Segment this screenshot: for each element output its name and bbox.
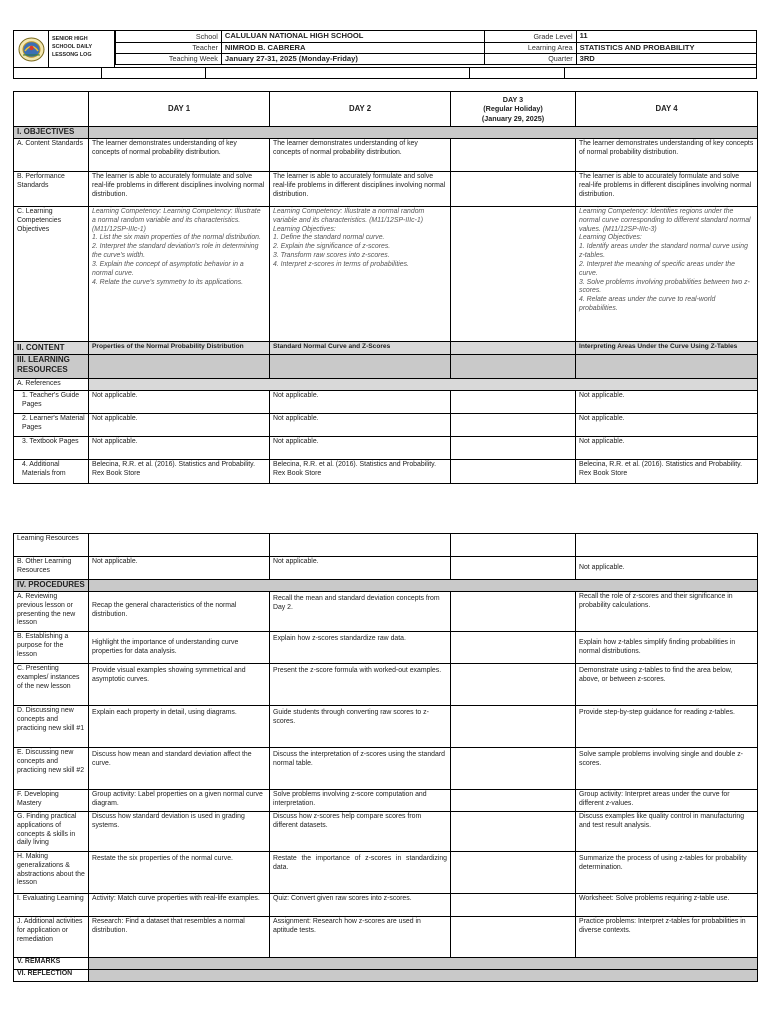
area-value: STATISTICS AND PROBABILITY: [576, 42, 757, 53]
dll-title: [49, 31, 115, 68]
content-d2: Standard Normal Curve and Z-Scores: [270, 342, 451, 355]
procedure-d1: Activity: Match curve properties with real-life examples.: [89, 894, 270, 917]
blank-cell: [89, 534, 270, 557]
performance-standards-d1: The learner is able to accurately formulate and solve real-life problems in different disciplines involving normal distribution.: [89, 172, 270, 207]
grade-value: 11: [576, 31, 757, 42]
content-standards-d2: The learner demonstrates understanding of key concepts of normal probability distribution.: [270, 139, 451, 172]
competencies-d4: [576, 207, 758, 342]
day3-header: [451, 92, 576, 127]
grade-label: Grade Level: [484, 31, 576, 42]
blank-cell: [102, 68, 206, 78]
content-standards-label: A. Content Standards: [14, 139, 89, 172]
competency-line: Learning Competency: Learning Competency: Illustrate a normal random variable and its characteristics. (M11/12SP-IIIc-1): [92, 208, 261, 233]
week-label: Teaching Week: [116, 53, 222, 64]
procedure-d2: Discuss how z-scores help compare scores from different datasets.: [270, 812, 451, 852]
procedure-d3: [451, 812, 576, 852]
content-d3: [451, 342, 576, 355]
other-resources-d2: Not applicable.: [270, 557, 451, 580]
procedure-label: C. Presenting examples/ instances of the new lesson: [14, 664, 89, 706]
references-shade: [89, 379, 758, 391]
teachers-guide-d3: [451, 391, 576, 414]
content-d4: Interpreting Areas Under the Curve Using Z-Tables: [576, 342, 758, 355]
competencies-d1: [89, 207, 270, 342]
procedure-d4: Group activity: Interpret areas under the curve for different z-values.: [576, 790, 758, 812]
procedure-d2: Explain how z-scores standardize raw data.: [270, 632, 451, 664]
procedure-label: I. Evaluating Learning: [14, 894, 89, 917]
learners-material-d3: [451, 414, 576, 437]
school-logo: [14, 31, 49, 68]
additional-materials-d1: Belecina, R.R. et al. (2016). Statistics and Probability. Rex Book Store: [89, 460, 270, 484]
learners-material-d2: Not applicable.: [270, 414, 451, 437]
blank-cell: [470, 68, 565, 78]
procedure-d2: Discuss the interpretation of z-scores using the standard normal table.: [270, 748, 451, 790]
procedure-d2: Recall the mean and standard deviation concepts from Day 2.: [270, 592, 451, 632]
procedure-d4: Demonstrate using z-tables to find the area below, above, or between z-scores.: [576, 664, 758, 706]
textbook-d3: [451, 437, 576, 460]
competency-line: 3. Explain the concept of asymptotic behavior in a normal curve.: [92, 260, 244, 277]
procedure-d2: Guide students through converting raw scores to z-scores.: [270, 706, 451, 748]
dll-title-line: SCHOOL DAILY: [52, 43, 93, 50]
additional-materials-d3: [451, 460, 576, 484]
teacher-label: Teacher: [116, 42, 222, 53]
competencies-label: C. Learning Competencies Objectives: [14, 207, 89, 342]
teachers-guide-label: 1. Teacher's Guide Pages: [14, 391, 89, 414]
blank-cell: [576, 534, 758, 557]
procedure-label: J. Additional activities for application or remediation: [14, 917, 89, 958]
blank-cell: [451, 534, 576, 557]
content-d1: Properties of the Normal Probability Distribution: [89, 342, 270, 355]
procedure-label: B. Establishing a purpose for the lesson: [14, 632, 89, 664]
procedure-d2: Solve problems involving z-score computation and interpretation.: [270, 790, 451, 812]
procedure-d2: Quiz: Convert given raw scores into z-scores.: [270, 894, 451, 917]
learners-material-d4: Not applicable.: [576, 414, 758, 437]
additional-materials-label: 4. Additional Materials from: [14, 460, 89, 484]
reflection-section: VI. REFLECTION: [14, 970, 89, 982]
performance-standards-d4: The learner is able to accurately formulate and solve real-life problems in different disciplines involving normal distribution.: [576, 172, 758, 207]
day3-holiday: (Regular Holiday): [483, 104, 543, 114]
additional-materials-label-cont: Learning Resources: [14, 534, 89, 557]
teachers-guide-d1: Not applicable.: [89, 391, 270, 414]
week-value: January 27-31, 2025 (Monday-Friday): [221, 53, 484, 64]
competency-line: Learning Competency: Illustrate a normal random variable and its characteristics. (M11/12SP-IIIc-1): [273, 208, 425, 224]
teachers-guide-d4: Not applicable.: [576, 391, 758, 414]
procedure-d4: Explain how z-tables simplify finding probabilities in normal distributions.: [576, 632, 758, 664]
procedure-d1: Group activity: Label properties on a given normal curve diagram.: [89, 790, 270, 812]
area-label: Learning Area: [484, 42, 576, 53]
resources-section: III. LEARNING RESOURCES: [14, 355, 89, 379]
day3-title: DAY 3: [502, 94, 524, 104]
procedure-d3: [451, 790, 576, 812]
day4-header: DAY 4: [576, 92, 758, 127]
reflection-shade: [89, 970, 758, 982]
header-meta-table: [115, 31, 757, 65]
content-standards-d1: The learner demonstrates understanding of key concepts of normal probability distribution.: [89, 139, 270, 172]
dll-title-line: LESSONG LOG: [52, 51, 92, 58]
competencies-d2: [270, 207, 451, 342]
procedure-label: D. Discussing new concepts and practicing new skill #1: [14, 706, 89, 748]
competency-line: 3. Solve problems involving probabilities between two z-scores.: [579, 278, 750, 295]
textbook-label: 3. Textbook Pages: [14, 437, 89, 460]
procedure-d3: [451, 894, 576, 917]
procedure-d1: Explain each property in detail, using diagrams.: [89, 706, 270, 748]
competency-line: Learning Competency: Identifies regions under the normal curve corresponding to different standard normal values. (M11/12SP-IIIc-3): [579, 208, 751, 233]
procedure-d2: Restate the importance of z-scores in standardizing data.: [270, 852, 451, 894]
content-standards-d4: The learner demonstrates understanding of key concepts of normal probability distribution.: [576, 139, 758, 172]
remarks-section: V. REMARKS: [14, 958, 89, 970]
content-standards-d3: [451, 139, 576, 172]
procedure-d1: Restate the six properties of the normal curve.: [89, 852, 270, 894]
textbook-d2: Not applicable.: [270, 437, 451, 460]
section-shade: [89, 355, 270, 379]
procedure-d1: Highlight the importance of understanding curve properties for data analysis.: [89, 632, 270, 664]
competency-line: 1. Define the standard normal curve.: [273, 234, 385, 242]
procedure-d3: [451, 632, 576, 664]
procedure-d2: Assignment: Research how z-scores are used in aptitude tests.: [270, 917, 451, 958]
references-label: A. References: [14, 379, 89, 391]
procedure-d1: Discuss how mean and standard deviation affect the curve.: [89, 748, 270, 790]
procedure-d4: Summarize the process of using z-tables for probability determination.: [576, 852, 758, 894]
competency-line: 4. Relate the curve's symmetry to its applications.: [92, 278, 244, 286]
header-block: [13, 30, 757, 68]
day3-date: (January 29, 2025): [481, 113, 545, 123]
quarter-value: 3RD: [576, 53, 757, 64]
procedure-d3: [451, 664, 576, 706]
procedure-label: A. Reviewing previous lesson or presenting the new lesson: [14, 592, 89, 632]
procedure-d1: Research: Find a dataset that resembles a normal distribution.: [89, 917, 270, 958]
competency-line: 2. Interpret the standard deviation's role in determining the curve's width.: [92, 243, 259, 260]
learners-material-label: 2. Learner's Material Pages: [14, 414, 89, 437]
section-shade: [89, 127, 758, 139]
competency-line: Learning Objectives:: [273, 225, 336, 233]
other-resources-label: B. Other Learning Resources: [14, 557, 89, 580]
lesson-log-table-page1: [13, 91, 758, 484]
performance-standards-d2: The learner is able to accurately formulate and solve real-life problems in different disciplines involving normal distribution.: [270, 172, 451, 207]
performance-standards-label: B. Performance Standards: [14, 172, 89, 207]
remarks-shade: [89, 958, 758, 970]
other-resources-d3: [451, 557, 576, 580]
teachers-guide-d2: Not applicable.: [270, 391, 451, 414]
procedure-label: G. Finding practical applications of concepts & skills in daily living: [14, 812, 89, 852]
header-blank-row: [13, 68, 757, 79]
procedure-d4: Solve sample problems involving single and double z-scores.: [576, 748, 758, 790]
section-shade: [270, 355, 451, 379]
content-section: II. CONTENT: [14, 342, 89, 355]
school-value: CALULUAN NATIONAL HIGH SCHOOL: [221, 31, 484, 42]
other-resources-d1: Not applicable.: [89, 557, 270, 580]
procedure-d4: Provide step-by-step guidance for reading z-tables.: [576, 706, 758, 748]
learners-material-d1: Not applicable.: [89, 414, 270, 437]
school-label: School: [116, 31, 222, 42]
section-shade: [89, 580, 758, 592]
competency-line: 2. Interpret the meaning of specific areas under the curve.: [579, 260, 735, 277]
corner-cell: [14, 92, 89, 127]
objectives-section: I. OBJECTIVES: [14, 127, 89, 139]
procedure-label: H. Making generalizations & abstractions about the lesson: [14, 852, 89, 894]
procedure-d4: Discuss examples like quality control in manufacturing and test result analysis.: [576, 812, 758, 852]
competency-line: 2. Explain the significance of z-scores.: [273, 243, 391, 251]
quarter-label: Quarter: [484, 53, 576, 64]
procedure-d1: Recap the general characteristics of the normal distribution.: [89, 592, 270, 632]
procedure-d3: [451, 706, 576, 748]
procedure-d3: [451, 917, 576, 958]
competency-line: 1. List the six main properties of the normal distribution.: [92, 234, 261, 242]
procedures-section: IV. PROCEDURES: [14, 580, 89, 592]
procedure-d1: Discuss how standard deviation is used in grading systems.: [89, 812, 270, 852]
section-shade: [576, 355, 758, 379]
procedure-d3: [451, 592, 576, 632]
teacher-value: NIMROD B. CABRERA: [221, 42, 484, 53]
competency-line: 3. Transform raw scores into z-scores.: [273, 252, 390, 260]
day1-header: DAY 1: [89, 92, 270, 127]
competency-line: Learning Objectives:: [579, 234, 642, 242]
blank-cell: [14, 68, 102, 78]
additional-materials-d4: Belecina, R.R. et al. (2016). Statistics and Probability. Rex Book Store: [576, 460, 758, 484]
procedure-d4: Worksheet: Solve problems requiring z-table use.: [576, 894, 758, 917]
additional-materials-d2: Belecina, R.R. et al. (2016). Statistics and Probability. Rex Book Store: [270, 460, 451, 484]
procedure-d1: Provide visual examples showing symmetrical and asymptotic curves.: [89, 664, 270, 706]
competency-line: 1. Identify areas under the standard normal curve using z-tables.: [579, 243, 748, 260]
procedure-d3: [451, 852, 576, 894]
procedure-d2: Present the z-score formula with worked-out examples.: [270, 664, 451, 706]
procedure-d3: [451, 748, 576, 790]
textbook-d4: Not applicable.: [576, 437, 758, 460]
competencies-d3: [451, 207, 576, 342]
lesson-log-table-page2: [13, 533, 758, 982]
section-shade: [451, 355, 576, 379]
blank-cell: [206, 68, 470, 78]
day2-header: DAY 2: [270, 92, 451, 127]
competency-line: 4. Relate areas under the curve to real-world probabilities.: [579, 296, 716, 313]
procedure-d4: Practice problems: Interpret z-tables for probabilities in diverse contexts.: [576, 917, 758, 958]
performance-standards-d3: [451, 172, 576, 207]
deped-seal-icon: [18, 37, 45, 62]
procedure-label: E. Discussing new concepts and practicing new skill #2: [14, 748, 89, 790]
other-resources-d4: Not applicable.: [576, 557, 758, 580]
competency-line: 4. Interpret z-scores in terms of probabilities.: [273, 260, 409, 268]
dll-title-line: SENIOR HIGH: [52, 36, 88, 42]
blank-cell: [270, 534, 451, 557]
procedure-d4: Recall the role of z-scores and their significance in probability calculations.: [576, 592, 758, 632]
textbook-d1: Not applicable.: [89, 437, 270, 460]
procedure-label: F. Developing Mastery: [14, 790, 89, 812]
